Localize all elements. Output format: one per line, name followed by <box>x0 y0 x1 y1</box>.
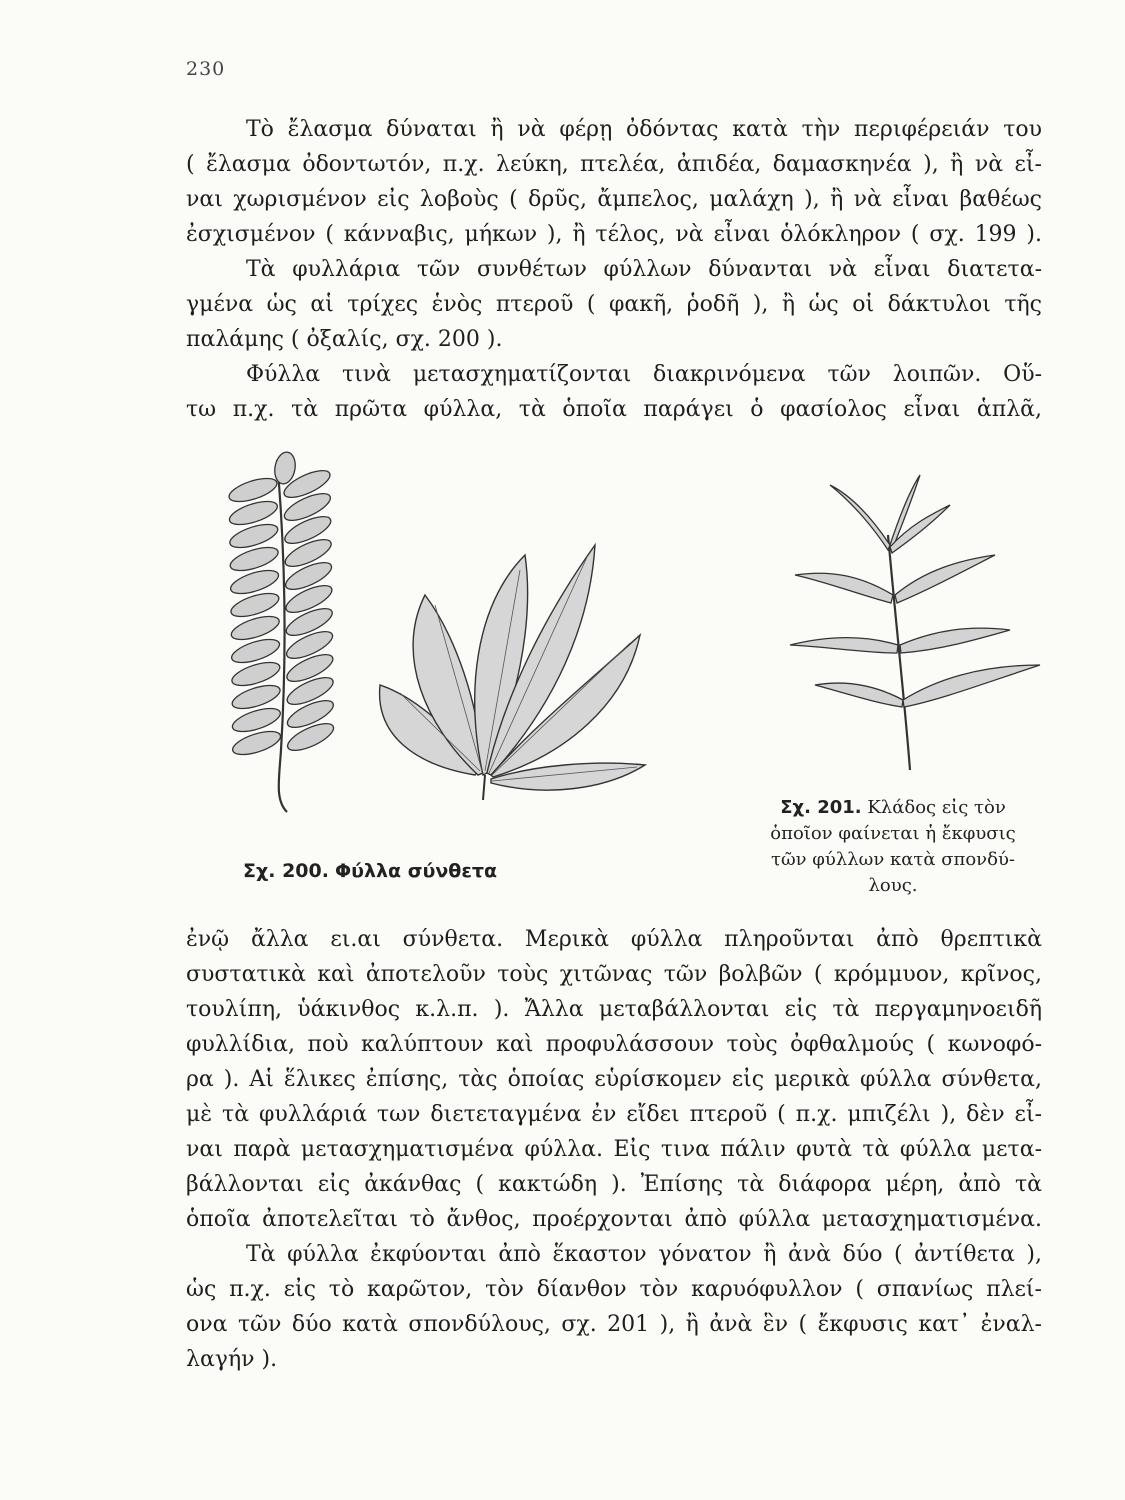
text-line: ( ἔλασμα ὀδοντωτόν, π.χ. λεύκη, πτελέα, ἀπιδέα, δαμασκηνέα ), ἢ νὰ εἶ- <box>186 152 1042 177</box>
whorled-branch-illustration <box>760 475 1050 775</box>
text-line: φυλλίδια, ποὺ καλύπτουν καὶ προφυλάσσουν τοὺς ὀφθαλμούς ( κωνοφό- <box>186 1032 1042 1057</box>
text-line: βάλλονται εἰς ἀκάνθας ( κακτώδη ). Ἐπίσης τὰ διάφορα μέρη, ἀπὸ τὰ <box>186 1172 1042 1197</box>
figure-201-line: λους. <box>868 875 918 896</box>
text-line: Φύλλα τινὰ μετασχηματίζονται διακρινόμενα τῶν λοιπῶν. Οὕ- <box>246 362 1042 387</box>
text-line: Τὰ φυλλάρια τῶν συνθέτων φύλλων δύνανται νὰ εἶναι διατετα- <box>246 257 1042 282</box>
figure-201-line: Κλάδος εἰς τὸν <box>867 797 1006 818</box>
text-line: ὡς π.χ. εἰς τὸ καρῶτον, τὸν δίανθον τὸν καρυόφυλλον ( σπανίως πλεί- <box>186 1277 1042 1302</box>
text-line: τουλίπη, ὑάκινθος κ.λ.π. ). Ἄλλα μεταβάλλονται εἰς τὰ περγαμηνοειδῆ <box>186 997 1042 1022</box>
text-line: τω π.χ. τὰ πρῶτα φύλλα, τὰ ὁποῖα παράγει ὁ φασίολος εἶναι ἁπλᾶ, <box>186 397 1042 422</box>
figure-200-title: Φύλλα σύνθετα <box>335 860 498 882</box>
text-line: ναι παρὰ μετασχηματισμένα φύλλα. Εἰς τινα πάλιν φυτὰ τὰ φύλλα μετα- <box>186 1137 1042 1162</box>
text-line: ὁποῖα ἀποτελεῖται τὸ ἄνθος, προέρχονται ἀπὸ φύλλα μετασχηματισμένα. <box>186 1207 1042 1232</box>
text-line: λαγήν ). <box>186 1347 278 1372</box>
top-paragraphs <box>186 112 1042 427</box>
text-line: ρα ). Αἱ ἕλικες ἐπίσης, τὰς ὁποίας εὑρίσκομεν εἰς μερικὰ φύλλα σύνθετα, <box>186 1067 1042 1092</box>
figure-200-caption <box>243 858 497 884</box>
text-line: μὲ τὰ φυλλάριά των διετεταγμένα ἐν εἴδει πτεροῦ ( π.χ. μπιζέλι ), δὲν εἶ- <box>186 1102 1042 1127</box>
text-line: συστατικὰ καὶ ἀποτελοῦν τοὺς χιτῶνας τῶν βολβῶν ( κρόμμυον, κρῖνος, <box>186 962 1042 987</box>
figure-200-label: Σχ. 200. <box>243 860 329 882</box>
text-line: παλάμης ( ὀξαλίς, σχ. 200 ). <box>186 327 503 352</box>
bottom-paragraphs <box>186 922 1042 1377</box>
figure-201-line: ὁποῖον φαίνεται ἡ ἔκφυσις <box>770 823 1016 844</box>
palmate-leaf-illustration <box>355 535 655 805</box>
text-line: ονα τῶν δύο κατὰ σπονδύλους, σχ. 201 ), ἢ ἀνὰ ἓν ( ἔκφυσις κατ᾽ ἐναλ- <box>186 1312 1042 1337</box>
text-line: Τὰ φύλλα ἐκφύονται ἀπὸ ἕκαστον γόνατον ἢ ἀνὰ δύο ( ἀντίθετα ), <box>246 1242 1042 1267</box>
figure-201-line: τῶν φύλλων κατὰ σπονδύ- <box>770 849 1015 870</box>
pinnate-leaf-illustration <box>215 450 345 820</box>
text-line: ἐσχισμένον ( κάνναβις, μήκων ), ἢ τέλος, νὰ εἶναι ὁλόκληρον ( σχ. 199 ). <box>186 222 1042 247</box>
figure-201-caption <box>748 795 1038 899</box>
text-line: γμένα ὡς αἱ τρίχες ἑνὸς πτεροῦ ( φακῆ, ῥοδῆ ), ἢ ὡς οἱ δάκτυλοι τῆς <box>186 292 1042 317</box>
text-line: ἐνῷ ἄλλα ει.αι σύνθετα. Μερικὰ φύλλα πληροῦνται ἀπὸ θρεπτικὰ <box>186 927 1042 952</box>
page-number: 230 <box>186 58 226 80</box>
figure-201-label: Σχ. 201. <box>780 797 862 818</box>
text-line: Τὸ ἔλασμα δύναται ἢ νὰ φέρῃ ὀδόντας κατὰ τὴν περιφέρειάν του <box>246 117 1042 142</box>
text-line: ναι χωρισμένον εἰς λοβοὺς ( δρῦς, ἄμπελος, μαλάχη ), ἢ νὰ εἶναι βαθέως <box>186 187 1042 212</box>
